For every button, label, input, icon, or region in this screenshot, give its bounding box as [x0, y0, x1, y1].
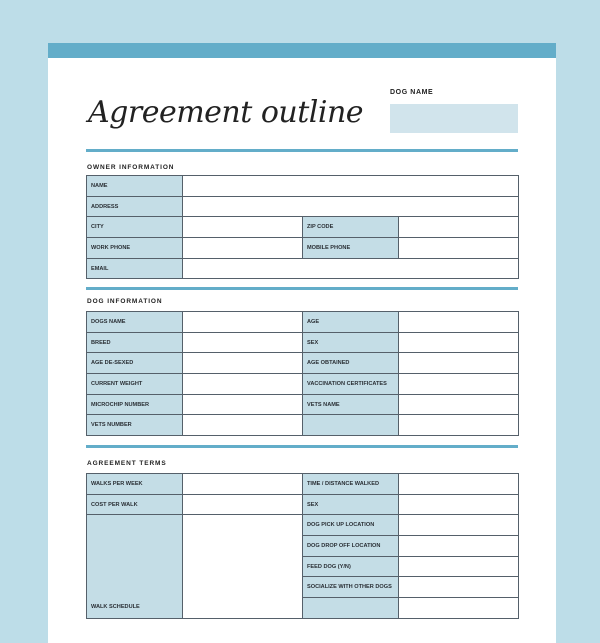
time-distance-label: TIME / DISTANCE WALKED — [303, 474, 399, 495]
table-row — [87, 374, 519, 395]
owner-table — [86, 175, 519, 279]
terms-sex-field[interactable] — [399, 494, 519, 515]
cost-per-walk-label: COST PER WALK — [87, 494, 183, 515]
mobile-phone-label: MOBILE PHONE — [303, 238, 399, 259]
microchip-label: MICROCHIP NUMBER — [87, 394, 183, 415]
socialize-field[interactable] — [399, 577, 519, 598]
dog-name-label: DOG NAME — [390, 89, 434, 96]
feed-dog-label: FEED DOG (Y/N) — [303, 556, 399, 577]
sex-field[interactable] — [399, 332, 519, 353]
section-divider — [86, 287, 518, 290]
name-field[interactable] — [183, 176, 519, 197]
table-row — [87, 494, 519, 515]
cost-per-walk-field[interactable] — [183, 494, 303, 515]
email-field[interactable] — [183, 258, 519, 279]
extra-label — [303, 598, 399, 619]
dropoff-location-field[interactable] — [399, 536, 519, 557]
city-field[interactable] — [183, 217, 303, 238]
mobile-phone-field[interactable] — [399, 238, 519, 259]
address-field[interactable] — [183, 196, 519, 217]
section-title-terms: AGREEMENT TERMS — [87, 460, 167, 467]
section-title-owner: OWNER INFORMATION — [87, 164, 175, 171]
feed-dog-field[interactable] — [399, 556, 519, 577]
socialize-label: SOCIALIZE WITH OTHER DOGS — [303, 577, 399, 598]
table-row — [87, 353, 519, 374]
age-desexed-label: AGE DE-SEXED — [87, 353, 183, 374]
terms-sex-label: SEX — [303, 494, 399, 515]
walks-per-week-field[interactable] — [183, 474, 303, 495]
extra-field[interactable] — [399, 598, 519, 619]
vets-number-field[interactable] — [183, 415, 303, 436]
dog-table — [86, 311, 519, 436]
age-label: AGE — [303, 312, 399, 333]
pickup-location-field[interactable] — [399, 515, 519, 536]
microchip-field[interactable] — [183, 394, 303, 415]
time-distance-field[interactable] — [399, 474, 519, 495]
header-bar — [48, 43, 556, 58]
table-row — [87, 415, 519, 436]
table-row — [87, 394, 519, 415]
page-title: Agreement outline — [88, 95, 364, 130]
breed-label: BREED — [87, 332, 183, 353]
table-row — [87, 176, 519, 197]
age-desexed-field[interactable] — [183, 353, 303, 374]
blank-field[interactable] — [399, 415, 519, 436]
name-label: NAME — [87, 176, 183, 197]
vaccination-field[interactable] — [399, 374, 519, 395]
email-label: EMAIL — [87, 258, 183, 279]
walk-schedule-field[interactable] — [183, 515, 303, 618]
age-obtained-label: AGE OBTAINED — [303, 353, 399, 374]
terms-table — [86, 473, 519, 619]
table-row — [87, 312, 519, 333]
table-row — [87, 217, 519, 238]
section-divider — [86, 445, 518, 448]
zip-label: ZIP CODE — [303, 217, 399, 238]
dogs-name-field[interactable] — [183, 312, 303, 333]
section-title-dog: DOG INFORMATION — [87, 298, 163, 305]
zip-field[interactable] — [399, 217, 519, 238]
dog-name-field[interactable] — [390, 104, 518, 133]
address-label: ADDRESS — [87, 196, 183, 217]
walk-schedule-label: WALK SCHEDULE — [87, 515, 183, 618]
dogs-name-label: DOGS NAME — [87, 312, 183, 333]
table-row — [87, 238, 519, 259]
table-row — [87, 474, 519, 495]
vets-name-label: VETS NAME — [303, 394, 399, 415]
sex-label: SEX — [303, 332, 399, 353]
walks-per-week-label: WALKS PER WEEK — [87, 474, 183, 495]
vets-number-label: VETS NUMBER — [87, 415, 183, 436]
pickup-location-label: DOG PICK UP LOCATION — [303, 515, 399, 536]
vets-name-field[interactable] — [399, 394, 519, 415]
table-row — [87, 515, 519, 536]
vaccination-label: VACCINATION CERTIFICATES — [303, 374, 399, 395]
blank-label — [303, 415, 399, 436]
table-row — [87, 258, 519, 279]
table-row — [87, 196, 519, 217]
current-weight-label: CURRENT WEIGHT — [87, 374, 183, 395]
current-weight-field[interactable] — [183, 374, 303, 395]
city-label: CITY — [87, 217, 183, 238]
document-page — [48, 43, 556, 643]
table-row — [87, 332, 519, 353]
age-field[interactable] — [399, 312, 519, 333]
breed-field[interactable] — [183, 332, 303, 353]
work-phone-field[interactable] — [183, 238, 303, 259]
dropoff-location-label: DOG DROP OFF LOCATION — [303, 536, 399, 557]
section-divider — [86, 149, 518, 152]
age-obtained-field[interactable] — [399, 353, 519, 374]
work-phone-label: WORK PHONE — [87, 238, 183, 259]
